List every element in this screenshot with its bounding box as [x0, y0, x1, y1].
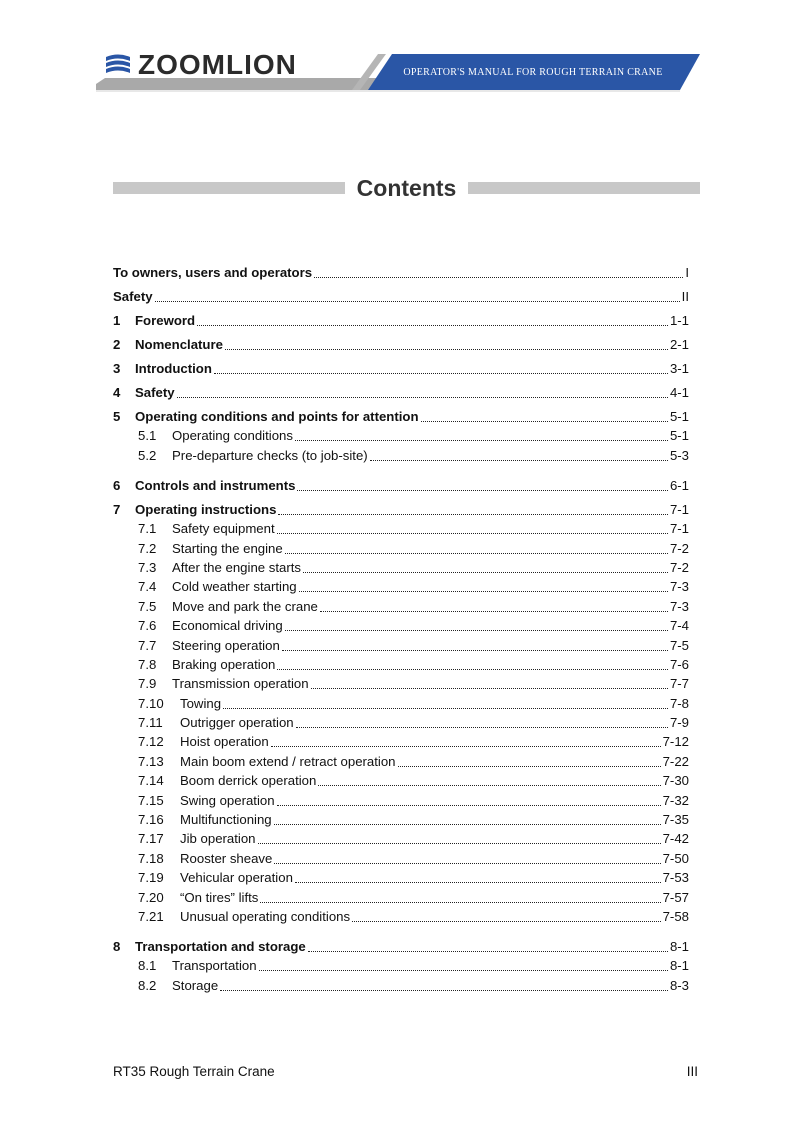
toc-dot-leader	[274, 824, 661, 825]
toc-entry-page: 8-3	[669, 977, 689, 993]
zoomlion-logo	[104, 50, 297, 80]
toc-entry-label: Vehicular operation	[180, 870, 293, 886]
toc-entry-page: 7-6	[669, 656, 689, 672]
toc-entry-page: 7-35	[662, 812, 689, 828]
toc-dot-leader	[278, 514, 668, 515]
toc-dot-leader	[303, 572, 668, 573]
toc-entry-number: 7.5	[138, 598, 157, 614]
toc-entry-label: Jib operation	[180, 831, 256, 847]
toc-entry-number: 5.1	[138, 428, 157, 444]
toc-entry-page: 4-1	[669, 385, 689, 400]
toc-entry-page: 7-3	[669, 579, 689, 595]
toc-entry-label: Transportation	[172, 958, 257, 974]
toc-entry-label: Introduction	[135, 361, 212, 376]
page-header	[0, 0, 793, 100]
toc-entry-number: 7.10	[138, 695, 164, 711]
toc-dot-leader	[299, 591, 668, 592]
toc-dot-leader	[285, 553, 668, 554]
toc-entry-label: Swing operation	[180, 792, 275, 808]
toc-entry-label: Pre-departure checks (to job-site)	[172, 447, 368, 463]
toc-dot-leader	[282, 650, 668, 651]
toc-chapter-entry[interactable]	[113, 470, 689, 494]
toc-entry-number: 7.17	[138, 831, 164, 847]
toc-entry-page: 8-1	[669, 958, 689, 974]
toc-entry-page: 7-5	[669, 637, 689, 653]
toc-section-entry[interactable]	[113, 770, 689, 789]
toc-entry-page: 7-3	[669, 598, 689, 614]
toc-dot-leader	[277, 805, 661, 806]
toc-entry-label: Main boom extend / retract operation	[180, 753, 396, 769]
toc-chapter-entry[interactable]	[113, 257, 689, 281]
zoomlion-logo-mark-icon	[104, 53, 132, 77]
toc-dot-leader	[398, 766, 661, 767]
toc-dot-leader	[225, 349, 668, 350]
toc-section-entry[interactable]	[113, 673, 689, 692]
toc-entry-label: Multifunctioning	[180, 812, 272, 828]
toc-dot-leader	[318, 785, 660, 786]
toc-entry-page: 7-9	[669, 715, 689, 731]
toc-section-entry[interactable]	[113, 974, 689, 993]
toc-entry-number: 5	[113, 409, 121, 424]
toc-dot-leader	[320, 611, 668, 612]
toc-entry-label: Move and park the crane	[172, 598, 318, 614]
table-of-contents	[113, 257, 689, 994]
toc-section-entry[interactable]	[113, 867, 689, 886]
toc-section-entry[interactable]	[113, 809, 689, 828]
toc-dot-leader	[308, 951, 668, 952]
toc-entry-page: 7-50	[662, 850, 689, 866]
toc-entry-number: 8.1	[138, 958, 157, 974]
toc-section-entry[interactable]	[113, 595, 689, 614]
toc-section-entry[interactable]	[113, 576, 689, 595]
toc-section-entry[interactable]	[113, 955, 689, 974]
toc-section-entry[interactable]	[113, 518, 689, 537]
toc-dot-leader	[155, 301, 680, 302]
toc-entry-page: 7-32	[662, 792, 689, 808]
toc-entry-page: 5-1	[669, 428, 689, 444]
toc-dot-leader	[277, 533, 668, 534]
toc-section-entry[interactable]	[113, 712, 689, 731]
toc-entry-number: 7.19	[138, 870, 164, 886]
toc-dot-leader	[259, 970, 668, 971]
toc-section-entry[interactable]	[113, 557, 689, 576]
toc-entry-page: 8-1	[669, 938, 689, 954]
toc-entry-page: 1-1	[669, 313, 689, 328]
toc-section-entry[interactable]	[113, 615, 689, 634]
toc-section-entry[interactable]	[113, 886, 689, 905]
toc-entry-page: I	[685, 265, 689, 280]
toc-entry-number: 7.11	[138, 715, 163, 731]
toc-section-entry[interactable]	[113, 537, 689, 556]
toc-entry-number: 6	[113, 477, 121, 493]
toc-chapter-entry[interactable]	[113, 401, 689, 425]
toc-section-entry[interactable]	[113, 444, 689, 463]
toc-entry-number: 7.21	[138, 908, 164, 924]
toc-entry-number: 7	[113, 501, 121, 517]
toc-entry-page: 7-22	[662, 753, 689, 769]
toc-entry-label: Unusual operating conditions	[180, 908, 351, 924]
toc-entry-number: 7.4	[138, 579, 157, 595]
toc-section-entry[interactable]	[113, 750, 689, 769]
toc-entry-label: Towing	[180, 695, 222, 711]
toc-section-entry[interactable]	[113, 692, 689, 711]
manual-banner-title: OPERATOR'S MANUAL FOR ROUGH TERRAIN CRANE	[403, 67, 663, 78]
toc-entry-label: Economical driving	[172, 618, 283, 634]
toc-entry-number: 8	[113, 938, 121, 954]
toc-chapter-entry[interactable]	[113, 329, 689, 353]
toc-entry-page: 7-2	[669, 559, 689, 575]
title-bar-left	[113, 182, 345, 194]
brand-name: ZOOMLION	[138, 49, 297, 80]
toc-entry-page: 7-4	[669, 618, 689, 634]
toc-dot-leader	[214, 373, 668, 374]
page-title: Contents	[356, 175, 457, 201]
toc-entry-page: II	[681, 289, 689, 304]
toc-entry-label: Storage	[172, 977, 219, 993]
toc-section-entry[interactable]	[113, 731, 689, 750]
toc-entry-number: 7.6	[138, 618, 157, 634]
toc-entry-label: After the engine starts	[172, 559, 302, 575]
title-bar-right	[468, 182, 700, 194]
toc-entry-number: 7.14	[138, 773, 164, 789]
toc-entry-label: Controls and instruments	[135, 477, 296, 493]
toc-dot-leader	[421, 421, 668, 422]
toc-entry-number: 7.15	[138, 792, 164, 808]
toc-entry-number: 7.3	[138, 559, 157, 575]
toc-dot-leader	[297, 490, 667, 491]
toc-entry-page: 5-3	[669, 447, 689, 463]
toc-entry-number: 3	[113, 361, 121, 376]
toc-entry-label: Boom derrick operation	[180, 773, 317, 789]
toc-entry-label: Rooster sheave	[180, 850, 273, 866]
toc-chapter-entry[interactable]	[113, 353, 689, 377]
toc-dot-leader	[370, 460, 668, 461]
toc-chapter-entry[interactable]	[113, 931, 689, 955]
toc-section-entry[interactable]	[113, 828, 689, 847]
toc-entry-page: 7-58	[662, 908, 689, 924]
footer-product-name: RT35 Rough Terrain Crane	[113, 1064, 275, 1079]
toc-dot-leader	[271, 746, 661, 747]
toc-entry-page: 5-1	[669, 409, 689, 424]
toc-dot-leader	[223, 708, 668, 709]
toc-dot-leader	[260, 902, 660, 903]
toc-chapter-entry[interactable]	[113, 377, 689, 401]
toc-entry-label: Safety	[113, 289, 153, 304]
toc-section-entry[interactable]	[113, 425, 689, 444]
toc-entry-label: Starting the engine	[172, 540, 283, 556]
toc-entry-page: 7-2	[669, 540, 689, 556]
toc-chapter-entry[interactable]	[113, 305, 689, 329]
toc-section-entry[interactable]	[113, 847, 689, 866]
toc-entry-page: 7-57	[662, 889, 689, 905]
toc-entry-label: Braking operation	[172, 656, 276, 672]
toc-dot-leader	[177, 397, 668, 398]
toc-entry-number: 7.7	[138, 637, 157, 653]
toc-entry-number: 4	[113, 385, 121, 400]
toc-entry-page: 2-1	[669, 337, 689, 352]
toc-entry-page: 3-1	[669, 361, 689, 376]
toc-dot-leader	[274, 863, 660, 864]
toc-entry-label: “On tires” lifts	[180, 889, 259, 905]
toc-entry-number: 7.20	[138, 889, 164, 905]
toc-entry-number: 7.12	[138, 734, 164, 750]
toc-entry-label: Operating conditions	[172, 428, 293, 444]
toc-entry-label: Safety equipment	[172, 521, 275, 537]
toc-entry-page: 7-1	[669, 501, 689, 517]
toc-dot-leader	[311, 688, 668, 689]
toc-entry-label: Outrigger operation	[180, 715, 294, 731]
toc-dot-leader	[295, 882, 661, 883]
toc-dot-leader	[295, 440, 668, 441]
toc-dot-leader	[314, 277, 683, 278]
toc-entry-number: 7.13	[138, 753, 164, 769]
toc-entry-label: Operating instructions	[135, 501, 277, 517]
toc-section-entry[interactable]	[113, 634, 689, 653]
toc-entry-label: Transportation and storage	[135, 938, 306, 954]
toc-entry-number: 7.1	[138, 521, 157, 537]
toc-entry-label: To owners, users and operators	[113, 265, 313, 280]
toc-entry-page: 7-1	[669, 521, 689, 537]
toc-entry-number: 7.2	[138, 540, 157, 556]
toc-dot-leader	[285, 630, 668, 631]
toc-section-entry[interactable]	[113, 789, 689, 808]
toc-entry-page: 7-53	[662, 870, 689, 886]
toc-entry-number: 5.2	[138, 447, 157, 463]
toc-entry-page: 7-12	[662, 734, 689, 750]
toc-entry-label: Nomenclature	[135, 337, 223, 352]
toc-dot-leader	[277, 669, 668, 670]
toc-section-entry[interactable]	[113, 906, 689, 925]
toc-entry-label: Foreword	[135, 313, 196, 328]
footer-page-number: III	[686, 1064, 698, 1079]
toc-entry-number: 7.18	[138, 850, 164, 866]
toc-chapter-entry[interactable]	[113, 281, 689, 305]
toc-entry-number: 7.8	[138, 656, 157, 672]
toc-entry-label: Cold weather starting	[172, 579, 297, 595]
toc-dot-leader	[220, 990, 668, 991]
toc-section-entry[interactable]	[113, 654, 689, 673]
toc-chapter-entry[interactable]	[113, 494, 689, 518]
toc-entry-page: 7-8	[669, 695, 689, 711]
contents-title-row	[113, 172, 700, 204]
toc-entry-number: 1	[113, 313, 121, 328]
toc-dot-leader	[258, 843, 661, 844]
toc-entry-page: 6-1	[669, 477, 689, 493]
toc-entry-label: Steering operation	[172, 637, 280, 653]
toc-entry-number: 7.16	[138, 812, 164, 828]
toc-entry-label: Operating conditions and points for attention	[135, 409, 419, 424]
toc-entry-number: 7.9	[138, 676, 157, 692]
toc-entry-label: Hoist operation	[180, 734, 269, 750]
toc-dot-leader	[296, 727, 668, 728]
toc-entry-number: 2	[113, 337, 121, 352]
toc-dot-leader	[352, 921, 661, 922]
toc-entry-label: Transmission operation	[172, 676, 309, 692]
toc-entry-page: 7-7	[669, 676, 689, 692]
toc-entry-number: 8.2	[138, 977, 157, 993]
toc-dot-leader	[197, 325, 668, 326]
toc-entry-page: 7-42	[662, 831, 689, 847]
toc-entry-label: Safety	[135, 385, 175, 400]
toc-entry-page: 7-30	[662, 773, 689, 789]
